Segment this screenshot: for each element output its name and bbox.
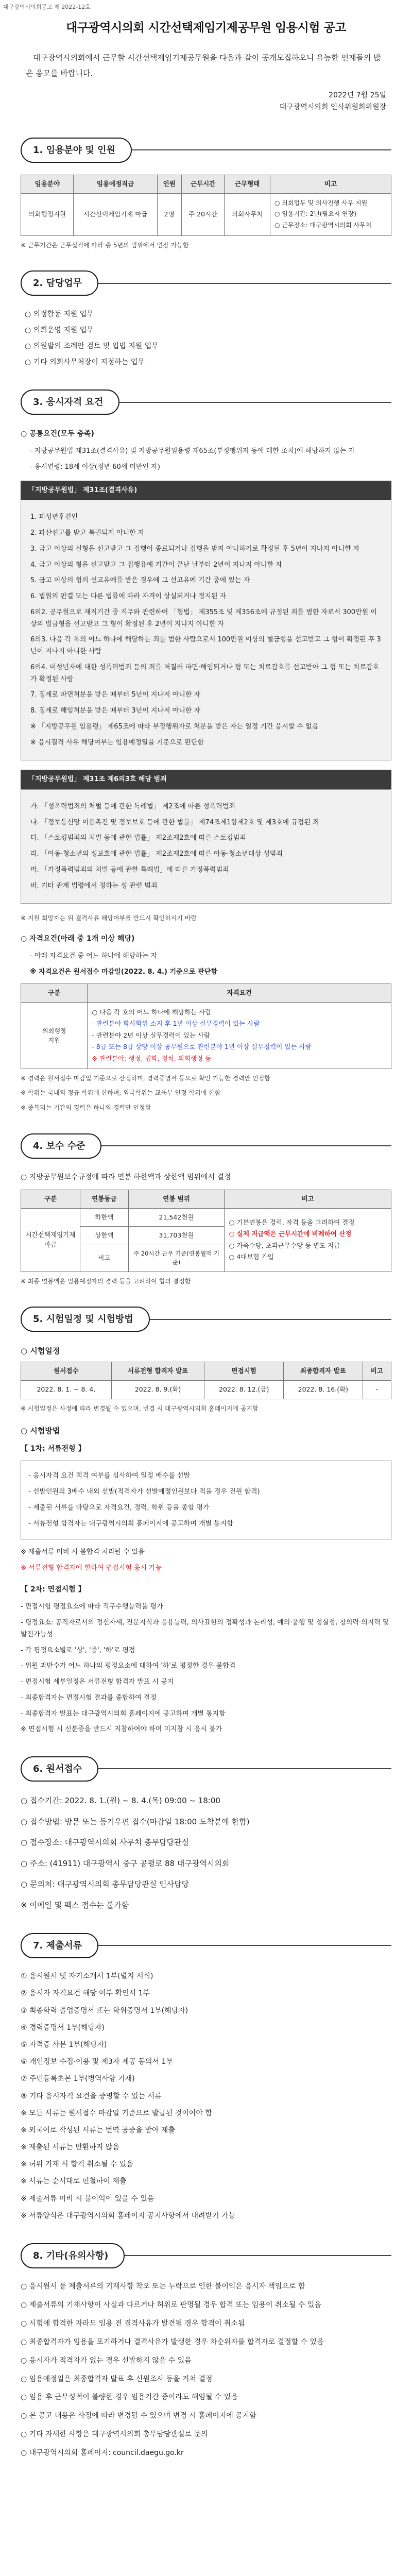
list-item: ○ 기타 의회사무처장이 지정하는 업무 (25, 358, 145, 367)
list-item: ※ 제출서류 미비 시 불이익이 있을 수 있음 (21, 2194, 154, 2203)
table-header: 임용분야 (21, 175, 74, 194)
qualification-table: 구분 자격요건 의회행정 지원 ○ 다음 각 호의 어느 하나에 해당하는 사람 - 관련분야 학사학위 소지 후 1년 이상 실무경력이 있는 사람 - 관련분야 2년 이상 실무경력이 있는 사람 - 8급 또는 8급 상당 이상 공무원으로 관련분야 1년 이상 실무경력이 있는 사람 ※ 관련분야: 행정, 법학, 정치, 의회행정 등 (21, 984, 391, 1069)
table-row: 비고 주 20시간 근무 기준(연봉월액 기준) (21, 1245, 391, 1272)
list-item: ① 응시원서 및 자기소개서 1부(별지 서식) (21, 1972, 153, 1981)
paragraph: ○ 지방공무원보수규정에 따라 연봉 하한액과 상한액 범위에서 결정 (21, 1173, 231, 1182)
table-header: 인원 (157, 175, 181, 194)
paragraph: - 지방공무원법 제31조(결격사유) 및 지방공무원임용령 제65조(부정행위자 등에 대한 조치)에 해당하지 않는 자 (30, 447, 355, 455)
section-7 (21, 1931, 391, 2223)
note: ※ 학위는 국내외 정규 학위에 한하며, 외국학위는 교육부 인정 학위에 한함 (21, 1089, 221, 1097)
section-3 (21, 388, 391, 1113)
application-line: ○ 접수장소: 대구광역시의회 사무처 총무담당관실 (21, 1838, 190, 1848)
list-item: ② 응시자 자격요건 해당 여부 확인서 1부 (21, 1989, 150, 1998)
table-header: 근무형태 (225, 175, 270, 194)
application-line: ○ 주소: (41911) 대구광역시 중구 공평로 88 대구광역시의회 (21, 1858, 230, 1868)
crime-header: 「지방공무원법」 제31조 제6의3호 해당 범죄 (21, 770, 391, 789)
list-item: ⑧ 기타 응시자격 요건을 증명할 수 있는 서류 (21, 2092, 162, 2100)
note: ※ 중복되는 기간의 경력은 하나의 경력만 인정함 (21, 1104, 151, 1111)
table-header: 근무시간 (181, 175, 225, 194)
list-item: ⑥ 개인정보 수집·이용 및 제3자 제공 동의서 1부 (21, 2058, 173, 2066)
application-line: ○ 접수기간: 2022. 8. 1.(월) ~ 8. 4.(목) 09:00 ~ 18:00 (21, 1796, 220, 1806)
table-row: 시간선택제임기제 마급 하한액 21,542천원 ○ 기본연봉은 경력, 자격 등을 고려하여 결정 ○ 실제 지급액은 근무시간에 비례하여 산정 ○ 가족수당, 초과근무수당 등 별도 지급 ○ 4대보험 가입 (21, 1208, 391, 1227)
section-2 (21, 269, 391, 369)
subheading: ○ 시험방법 (21, 1426, 60, 1436)
notice-date: 2022년 7월 25일 (329, 91, 386, 99)
table-row: 상한액 31,703천원 (21, 1227, 391, 1245)
list-item: ○ 의회운영 지원 업무 (25, 326, 94, 335)
list-item: ○ 임용 후 근무성적이 불량한 경우 임용기간 중이라도 해임될 수 있음 (21, 2393, 238, 2402)
list-item: ※ 외국어로 작성된 서류는 번역 공증을 받아 제출 (21, 2126, 175, 2134)
note: ※ 시험일정은 사정에 따라 변경될 수 있으며, 변경 시 대구광역시의회 홈페이지에 공지함 (21, 1404, 259, 1412)
list-item: ○ 응시원서 등 제출서류의 기재사항 착오 또는 누락으로 인한 불이익은 응시자 책임으로 함 (21, 2282, 305, 2291)
subheading: ○ 시험일정 (21, 1346, 60, 1355)
disqualification-header: 「지방공무원법」 제31조(결격사유) (21, 481, 391, 500)
table-row: 의회행정 지원 ○ 다음 각 호의 어느 하나에 해당하는 사람 - 관련분야 학사학위 소지 후 1년 이상 실무경력이 있는 사람 - 관련분야 2년 이상 실무경력이 있는 사람 - 8급 또는 8급 상당 이상 공무원으로 관련분야 1년 이상 실무경력이 있는 사람 ※ 관련분야: 행정, 법학, 정치, 의회행정 등 (21, 1002, 391, 1069)
list-item: ④ 경력증명서 1부(해당자) (21, 2023, 105, 2032)
subheading: ○ 공통요건(모두 충족) (21, 429, 94, 438)
list-item: ※ 서류는 순서대로 편철하여 제출 (21, 2177, 127, 2186)
note: ※ 최종 연봉액은 임용예정자의 경력 등을 고려하여 협의 결정함 (21, 1277, 191, 1285)
schedule-table: 원서접수 서류전형 합격자 발표 면접시험 최종합격자 발표 비고 2022. 8. 1. ~ 8. 4. 2022. 8. 9.(화) 2022. 8. 12.(금) 2022. 8. 16.(화) - (21, 1362, 391, 1399)
list-item: ⑦ 주민등록초본 1부(병역사항 기재) (21, 2075, 135, 2083)
application-line: ○ 접수방법: 방문 또는 등기우편 접수(마감일 18:00 도착분에 한함) (21, 1817, 250, 1826)
table-header: 비고 (270, 175, 391, 194)
table-row: 2022. 8. 1. ~ 8. 4. 2022. 8. 9.(화) 2022. 8. 12.(금) 2022. 8. 16.(화) - (21, 1381, 391, 1399)
list-item: ※ 제출된 서류는 반환하지 않음 (21, 2143, 119, 2152)
section-title: 6. 원서접수 (21, 1756, 98, 1782)
list-item: ③ 최종학력 졸업증명서 또는 학위증명서 1부(해당자) (21, 2006, 188, 2015)
issuer: 대구광역시의회 인사위원회위원장 (279, 103, 386, 111)
application-line: ○ 문의처: 대구광역시의회 총무담당관실 인사담당 (21, 1879, 190, 1889)
list-item: ○ 의원발의 조례안 검토 및 입법 지원 업무 (25, 342, 159, 351)
intro-paragraph: 대구광역시의회에서 근무할 시간선택제임기제공무원을 다음과 같이 공개모집하오니 유능한 인재들의 많은 응모를 바랍니다. (26, 53, 381, 78)
section-title: 8. 기타(유의사항) (21, 2243, 125, 2268)
list-item: ○ 임용예정일은 최종합격자 발표 후 신원조사 등을 거쳐 결정 (21, 2375, 213, 2383)
recruit-table (21, 175, 391, 236)
list-item: ○ 응시자가 적격자가 없는 경우 선발하지 않을 수 있음 (21, 2356, 192, 2365)
list-item: ○ 시험에 합격한 자라도 임용 전 결격사유가 발견될 경우 합격이 취소됨 (21, 2319, 245, 2328)
list-item: ※ 허위 기재 시 합격 취소될 수 있음 (21, 2160, 133, 2169)
section-5: 5. 시험일정 및 시험방법 ○ 시험일정 원서접수 서류전형 합격자 발표 면접시험 최종합격자 발표 비고 2022. 8. 1. ~ 8. 4. 2022. 8. 9.(화) 2022. 8. 12.(금) 2022. 8. 16.(화) - ※ 시험일정은 사정에 따라 변경될 수 있으며, 변경 시 대구광역시의회 홈페이지에 공지함 ○ 시험방법 【 1차: 서류전형 】 - 응시자격 요건 적격 여부를 심사하여 일정 배수를 선발 - 선발인원의 3배수 내외 선발(적격자가 선발예정인원보다 적을 경우 전원 합격) - 제출된 서류를 바탕으로 자격요건, 경력, 학위 등을 종합 평가 - 서류전형 합격자는 대구광역시의회 홈페이지에 공고하며 개별 통지함 ※ 제출서류 미비 시 불합격 처리될 수 있음 ※ 서류전형 합격자에 한하여 면접시험 응시 가능 【 2차: 면접시험 】 - 면접시험 평정요소에 따라 직무수행능력을 평가 - 평정요소: 공직자로서의 정신자세, 전문지식과 응용능력, 의사표현의 정확성과 논리성, 예의·품행 및 성실성, 창의력·의지력 및 발전가능성 - 각 평정요소별로 '상', '중', '하'로 평정 - 위원 과반수가 어느 하나의 평정요소에 대하여 '하'로 평정한 경우 불합격 - 면접시험 세부일정은 서류전형 합격자 발표 시 공지 - 최종합격자는 면접시험 결과를 종합하여 결정 - 최종합격자 발표는 대구광역시의회 홈페이지에 공고하며 개별 통지함 ※ 면접시험 시 신분증을 반드시 지참하여야 하며 미지참 시 응시 불가 (21, 1305, 391, 1736)
list-item: ※ 서류양식은 대구광역시의회 홈페이지 공지사항에서 내려받기 가능 (21, 2211, 236, 2220)
section-title: 7. 제출서류 (21, 1933, 98, 1958)
subheading: ○ 자격요건(아래 중 1개 이상 해당) (21, 934, 135, 943)
list-item: ○ 기타 자세한 사항은 대구광역시의회 총무담당관실로 문의 (21, 2430, 208, 2439)
salary-table: 구분 연봉등급 연봉 범위 비고 시간선택제임기제 마급 하한액 21,542천원 ○ 기본연봉은 경력, 자격 등을 고려하여 결정 ○ 실제 지급액은 근무시간에 비례하여 산정 ○ 가족수당, 초과근무수당 등 별도 지급 ○ 4대보험 가입 상한액 31,703천원 비고 주 20시간 근무 기준(연봉월액 기준) (21, 1190, 391, 1272)
note: ※ 지원 희망자는 위 결격사유 해당여부를 반드시 확인하시기 바람 (21, 914, 197, 922)
section-title: 5. 시험일정 및 시험방법 (21, 1307, 150, 1332)
section-title: 4. 보수 수준 (21, 1133, 101, 1159)
first-exam-box: - 응시자격 요건 적격 여부를 심사하여 일정 배수를 선발 - 선발인원의 3배수 내외 선발(적격자가 선발예정인원보다 적을 경우 전원 합격) - 제출된 서류를 바탕으로 자격요건, 경력, 학위 등을 종합 평가 - 서류전형 합격자는 대구광역시의회 홈페이지에 공고하며 개별 통지함 (21, 1461, 391, 1539)
paragraph: - 응시연령: 18세 이상(정년 60세 미만인 자) (30, 463, 160, 471)
list-item: ○ 최종합격자가 임용을 포기하거나 결격사유가 발생한 경우 차순위자를 합격자로 결정할 수 있음 (21, 2337, 324, 2346)
application-line: ※ 이메일 및 팩스 접수는 불가함 (21, 1900, 129, 1910)
disqualification-box: 1. 피성년후견인 2. 파산선고를 받고 복권되지 아니한 자 3. 금고 이상의 실형을 선고받고 그 집행이 종료되거나 집행을 받지 아니하기로 확정된 후 5년이 지나지 아니한 자 4. 금고 이상의 형을 선고받고 그 집행유예 기간이 끝난 날부터 2년이 지나지 아니한 자 5. 금고 이상의 형의 선고유예를 받은 경우에 그 선고유예 기간 중에 있는 자 6. 법원의 판결 또는 다른 법률에 따라 자격이 상실되거나 정지된 자 6의2. 공무원으로 재직기간 중 직무와 관련하여 「형법」 제355조 및 제356조에 규정된 죄를 범한 자로서 300만원 이상의 벌금형을 선고받고 그 형이 확정된 후 2년이 지나지 아니한 자 6의3. 다음 각 목의 어느 하나에 해당하는 죄를 범한 사람으로서 100만원 이상의 벌금형을 선고받고 그 형이 확정된 후 3년이 지나지 아니한 사람 6의4. 미성년자에 대한 성폭력범죄 등의 죄를 저질러 파면·해임되거나 형 또는 치료감호를 선고받아 그 형 또는 치료감호가 확정된 사람 7. 징계로 파면처분을 받은 때부터 5년이 지나지 아니한 자 8. 징계로 해임처분을 받은 때부터 3년이 지나지 아니한 자 ※ 「지방공무원 임용령」 제65조에 따라 부정행위자로 처분을 받은 자는 일정 기간 응시할 수 없음 ※ 응시결격 사유 해당여부는 임용예정일을 기준으로 판단함 (21, 500, 391, 760)
table-row: 의회행정지원 시간선택제임기제 마급 2명 주 20시간 의회사무처 ○ 의회업무 및 의사진행 사무 지원 ○ 임용기간: 2년(필요시 연장) ○ 근무장소: 대구광역시의회 사무처 (21, 193, 391, 235)
list-item: ○ 의정활동 지원 업무 (25, 310, 94, 318)
list-item: ⑤ 자격증 사본 1부(해당자) (21, 2040, 107, 2049)
list-item: ○ 제출서류의 기재사항이 사실과 다르거나 허위로 판명될 경우 합격 또는 임용이 취소될 수 있음 (21, 2300, 321, 2309)
section-title: 1. 임용분야 및 인원 (21, 138, 132, 163)
table-note: ※ 근무기간은 근무실적에 따라 총 5년의 범위에서 연장 가능함 (21, 241, 189, 249)
section-8 (21, 2241, 391, 2460)
page-title: 대구광역시의회 시간선택제임기제공무원 임용시험 공고 (66, 21, 346, 35)
list-item: ○ 본 공고 내용은 사정에 따라 변경될 수 있으며 변경 시 홈페이지에 공지함 (21, 2412, 256, 2420)
table-header: 임용예정직급 (74, 175, 157, 194)
section-1 (21, 135, 391, 250)
list-item: ※ 모든 서류는 원서접수 마감일 기준으로 발급된 것이어야 함 (21, 2109, 212, 2117)
section-title: 3. 응시자격 요건 (21, 389, 119, 415)
section-6 (21, 1754, 391, 1912)
paragraph: - 아래 자격요건 중 어느 하나에 해당하는 자 (30, 952, 158, 960)
list-item: ○ 대구광역시의회 홈페이지: council.daegu.go.kr (21, 2449, 184, 2458)
crime-box: 가. 「성폭력범죄의 처벌 등에 관한 특례법」 제2조에 따른 성폭력범죄 나. 「정보통신망 이용촉진 및 정보보호 등에 관한 법률」 제74조제1항제2호 및 제3호에 규정된 죄 다. 「스토킹범죄의 처벌 등에 관한 법률」 제2조제2호에 따른 스토킹범죄 라. 「아동·청소년의 성보호에 관한 법률」 제2조제2호에 따른 아동·청소년대상 성범죄 마. 「가정폭력범죄의 처벌 등에 관한 특례법」에 따른 가정폭력범죄 바. 기타 관계 법령에서 정하는 성 관련 범죄 (21, 789, 391, 904)
section-title: 2. 담당업무 (21, 270, 98, 296)
section-4 (21, 1131, 391, 1286)
paragraph: ※ 자격요건은 원서접수 마감일(2022. 8. 4.) 기준으로 판단함 (30, 968, 217, 976)
note: ※ 경력은 원서접수 마감일 기준으로 산정하며, 경력증명서 등으로 확인 가능한 경력만 인정함 (21, 1075, 270, 1082)
notice-number: 대구광역시의회공고 제 2022-12호 (3, 4, 91, 10)
